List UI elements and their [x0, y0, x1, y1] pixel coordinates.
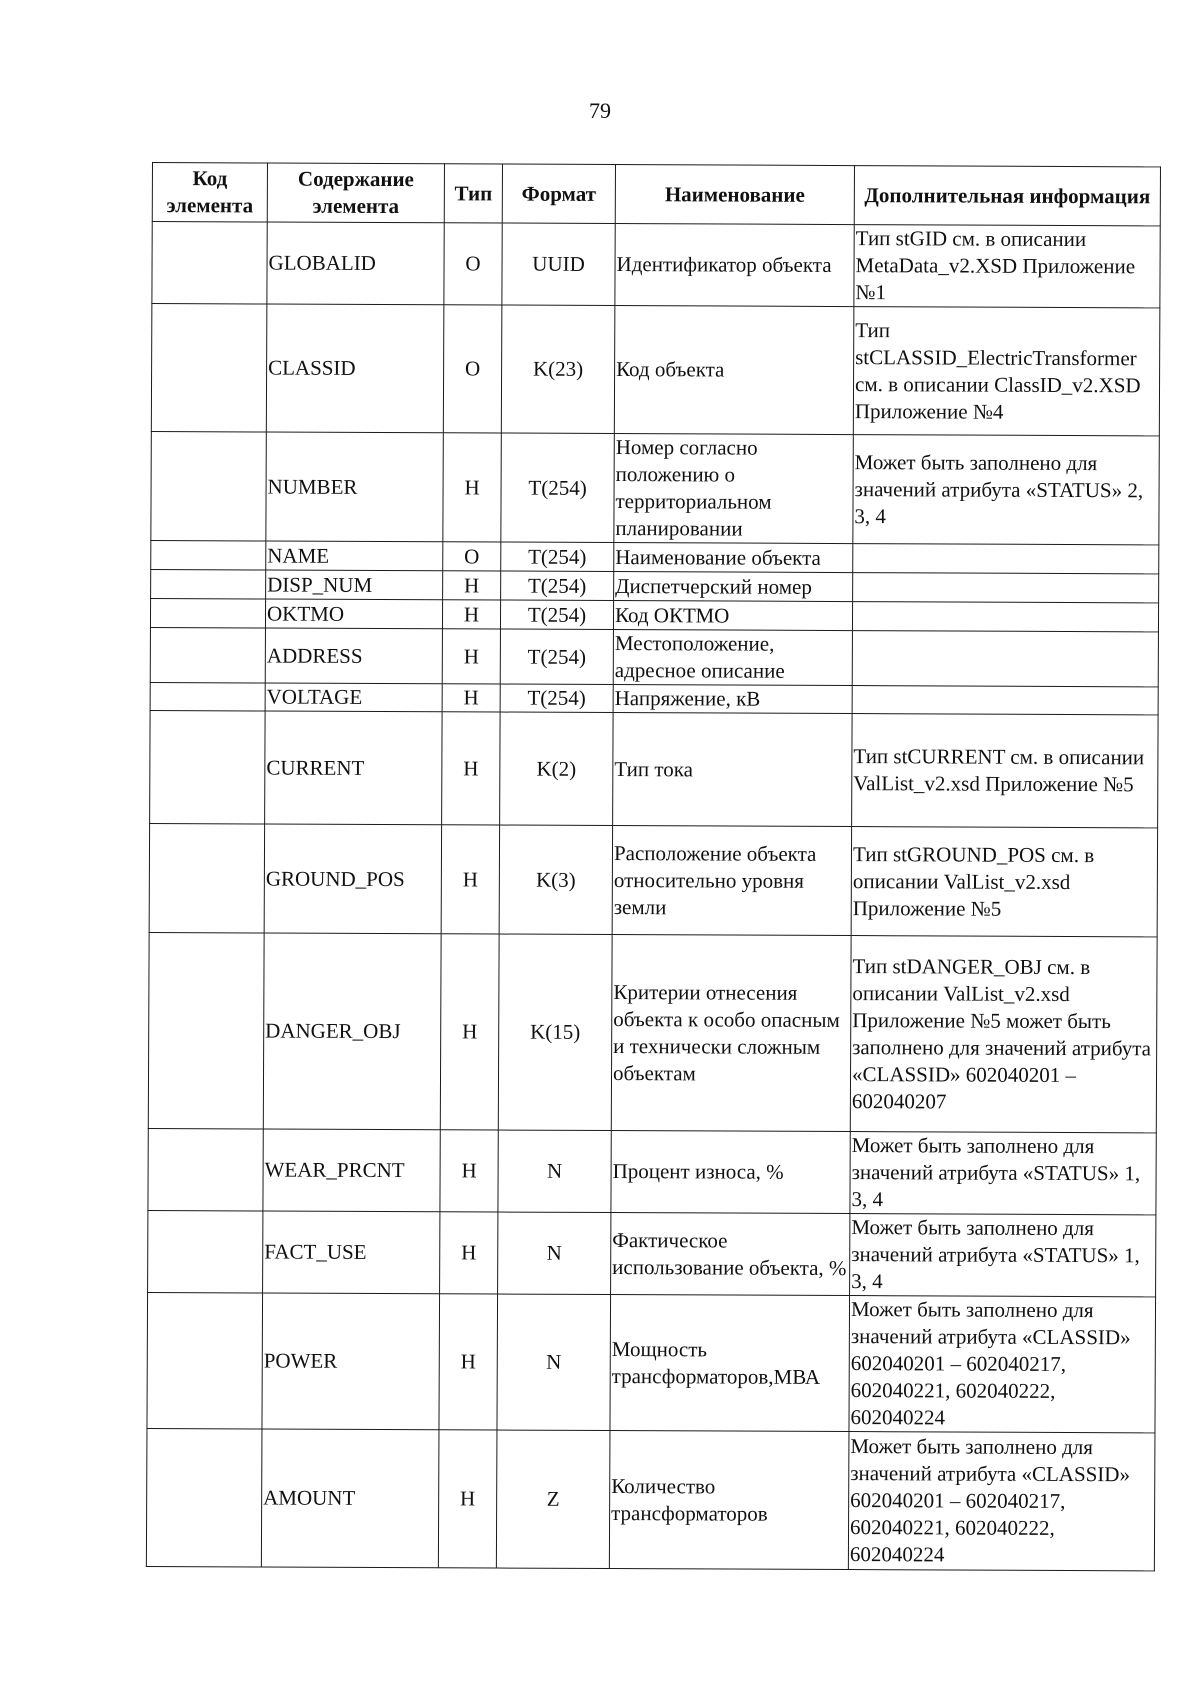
row-name: Критерии отнесения объекта к особо опасным и технически сложным объектам — [611, 935, 851, 1132]
row-type: Н — [442, 712, 500, 825]
row-name: Количество трансформаторов — [609, 1431, 849, 1570]
row-element-code — [151, 540, 266, 570]
row-name: Тип тока — [613, 713, 852, 827]
row-additional-info: Тип stCLASSID_ElectricTransformer см. в описании ClassID_v2.XSD Приложение №4 — [853, 307, 1160, 436]
table-row — [150, 598, 1158, 631]
row-format: T(254) — [501, 571, 614, 600]
table-row — [151, 569, 1159, 602]
row-additional-info: Может быть заполнено для значений атрибута «STATUS» 2, 3, 4 — [853, 435, 1159, 545]
table-row — [151, 304, 1160, 436]
row-format: T(254) — [501, 542, 614, 571]
table-row — [147, 1292, 1156, 1432]
row-format: N — [498, 1212, 611, 1294]
row-element-content: NAME — [266, 541, 443, 571]
row-type: Н — [443, 433, 501, 542]
row-additional-info: Тип stCURRENT см. в описании ValList_v2.xsd Приложение №5 — [852, 714, 1158, 828]
row-additional-info — [853, 544, 1159, 574]
row-element-content: VOLTAGE — [265, 683, 442, 712]
table-row — [148, 932, 1157, 1132]
row-element-code — [148, 932, 264, 1128]
row-element-content: NUMBER — [266, 432, 443, 542]
row-type: Н — [439, 1294, 498, 1430]
row-additional-info — [853, 573, 1159, 603]
table-row — [149, 823, 1157, 936]
row-name: Местоположение, адресное описание — [613, 630, 852, 686]
row-name: Напряжение, кВ — [613, 685, 852, 714]
row-element-content: DISP_NUM — [266, 570, 443, 600]
row-element-code — [150, 598, 265, 628]
row-additional-info: Может быть заполнено для значений атрибута «CLASSID» 602040201 – 602040217, 602040221, 602040222, 602040224 — [848, 1432, 1155, 1571]
row-format: T(254) — [501, 433, 614, 542]
table-row — [151, 540, 1159, 573]
row-element-content: ADDRESS — [265, 628, 442, 684]
row-type: О — [443, 305, 502, 433]
row-name: Расположение объекта относительно уровня земли — [612, 826, 851, 936]
table-row — [148, 1210, 1156, 1296]
row-format: K(3) — [499, 825, 612, 934]
attribute-table — [146, 162, 1161, 1571]
row-element-code — [146, 1428, 262, 1567]
table-row — [150, 682, 1158, 714]
table-header-row — [152, 163, 1160, 226]
row-type: Н — [442, 600, 500, 629]
table-row — [150, 627, 1158, 686]
row-name: Процент износа, % — [611, 1131, 850, 1214]
table-row — [148, 1128, 1156, 1214]
row-format: UUID — [502, 223, 615, 305]
row-element-code — [149, 823, 264, 933]
row-additional-info: Может быть заполнено для значений атрибута «STATUS» 1, 3, 4 — [850, 1132, 1156, 1215]
row-element-code — [151, 569, 266, 599]
row-element-content: CURRENT — [265, 711, 442, 825]
table-row — [152, 222, 1160, 308]
row-type: Н — [442, 684, 500, 712]
row-type: Н — [442, 629, 500, 684]
row-name: Код ОКТМО — [613, 601, 852, 631]
table-row — [150, 710, 1158, 827]
row-format: K(15) — [498, 934, 612, 1130]
header-additional-info: Дополнительная информация — [854, 166, 1160, 226]
row-type: Н — [440, 1212, 498, 1294]
page-number: 79 — [589, 98, 611, 123]
row-additional-info: Может быть заполнено для значений атрибута «STATUS» 1, 3, 4 — [850, 1214, 1156, 1297]
row-element-code — [150, 710, 265, 824]
row-type: Н — [441, 825, 499, 934]
row-additional-info: Тип stGID см. в описании MetaData_v2.XSD Приложение №1 — [854, 225, 1160, 308]
header-type: Тип — [444, 164, 502, 223]
header-format: Формат — [502, 164, 615, 223]
row-element-content: GROUND_POS — [264, 824, 441, 934]
row-type: О — [444, 223, 502, 305]
row-element-content: CLASSID — [266, 304, 444, 433]
row-element-content: GLOBALID — [267, 222, 444, 305]
row-element-code — [147, 1292, 263, 1429]
row-type: Н — [440, 1130, 498, 1212]
row-element-code — [148, 1128, 263, 1211]
row-element-code — [151, 304, 267, 433]
row-additional-info: Тип stDANGER_OBJ см. в описании ValList_v2.xsd Приложение №5 может быть заполнено для значений атрибута «CLASSID» 602040201 – 602040207 — [850, 936, 1157, 1133]
row-element-code — [150, 627, 265, 683]
row-additional-info: Может быть заполнено для значений атрибута «CLASSID» 602040201 – 602040217, 602040221, 602040222, 602040224 — [849, 1296, 1156, 1433]
row-element-content: WEAR_PRCNT — [263, 1129, 440, 1212]
row-type: О — [443, 542, 501, 571]
row-name: Наименование объекта — [614, 543, 853, 573]
row-element-content: OKTMO — [265, 599, 442, 629]
row-format: N — [497, 1294, 611, 1430]
table-row — [146, 1428, 1155, 1570]
row-element-content: AMOUNT — [261, 1429, 439, 1568]
row-element-code — [152, 222, 267, 305]
row-element-content: FACT_USE — [263, 1211, 440, 1294]
row-type: Н — [443, 571, 501, 600]
row-format: N — [498, 1130, 611, 1212]
row-additional-info — [852, 631, 1158, 687]
table-body — [146, 222, 1160, 1571]
row-format: K(2) — [500, 712, 613, 825]
row-format: T(254) — [500, 600, 613, 629]
row-name: Фактическое использование объекта, % — [611, 1213, 850, 1296]
row-element-code — [151, 431, 266, 541]
row-additional-info: Тип stGROUND_POS см. в описании ValList_v2.xsd Приложение №5 — [851, 827, 1157, 937]
row-format: K(23) — [501, 305, 615, 433]
row-format: T(254) — [500, 629, 613, 684]
table-row — [151, 431, 1159, 544]
row-format: T(254) — [500, 684, 613, 712]
row-format: Z — [496, 1430, 610, 1568]
row-additional-info — [852, 686, 1158, 715]
row-type: Н — [438, 1430, 497, 1568]
row-element-content: POWER — [262, 1293, 440, 1430]
header-name: Наименование — [615, 165, 854, 225]
row-additional-info — [852, 602, 1158, 632]
row-type: Н — [440, 934, 499, 1130]
header-element-content: Содержание элемента — [267, 163, 444, 223]
row-element-code — [148, 1210, 263, 1293]
row-name: Номер согласно положению о территориальном планировании — [614, 434, 853, 544]
row-name: Код объекта — [614, 306, 854, 435]
row-element-content: DANGER_OBJ — [263, 933, 441, 1130]
row-element-code — [150, 682, 265, 711]
header-element-code: Код элемента — [152, 163, 267, 223]
row-name: Диспетчерский номер — [614, 572, 853, 602]
row-name: Идентификатор объекта — [615, 224, 854, 307]
row-name: Мощность трансформаторов,МВА — [610, 1295, 850, 1432]
